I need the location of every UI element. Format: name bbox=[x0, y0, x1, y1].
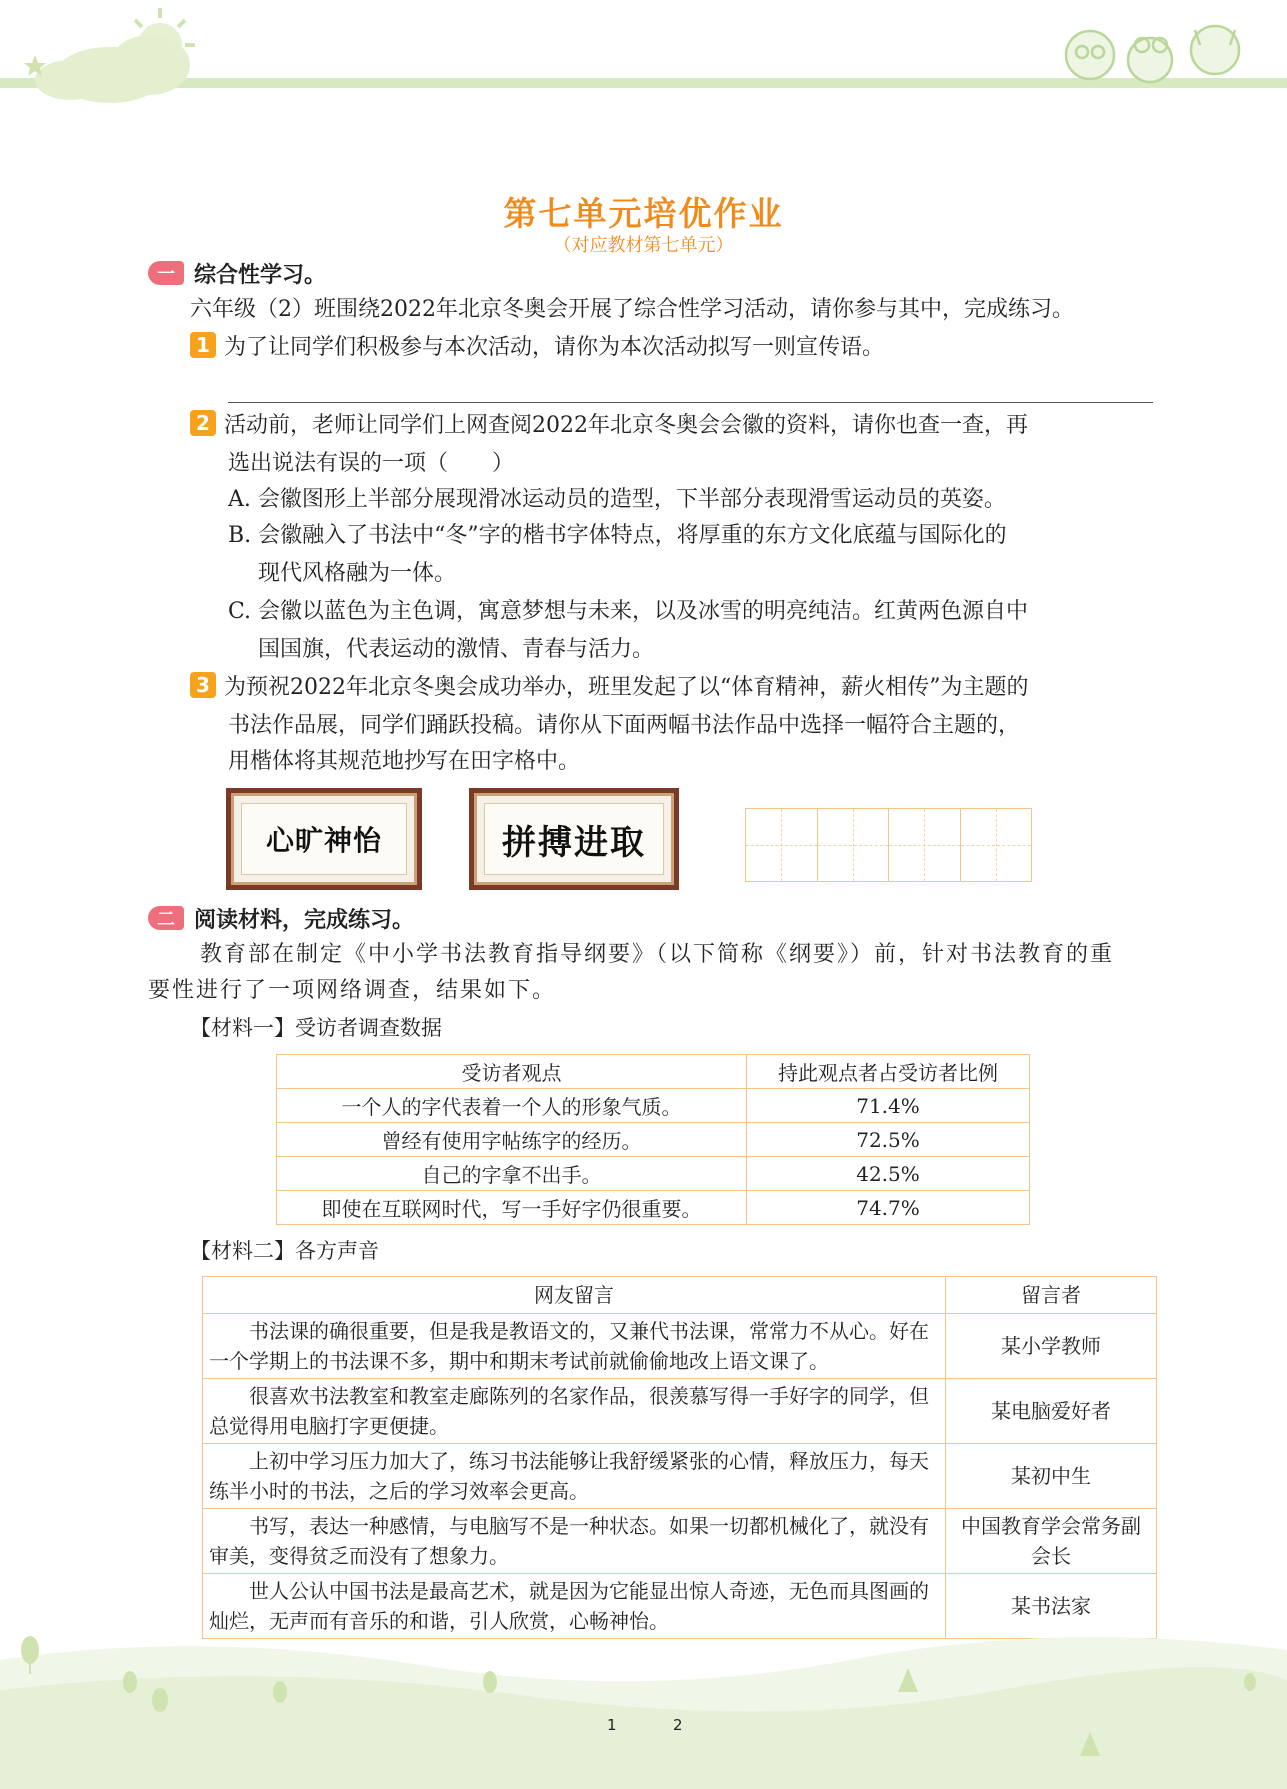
tianzige-grid[interactable] bbox=[745, 808, 1032, 882]
table-cell: 42.5% bbox=[747, 1157, 1030, 1191]
page-number-right: 2 bbox=[673, 1716, 683, 1734]
section-2-paragraph-line-2: 要性进行了一项网络调查，结果如下。 bbox=[148, 978, 557, 1003]
table-row bbox=[203, 1444, 1157, 1509]
calligraphy-work-1[interactable] bbox=[226, 788, 422, 890]
option-a[interactable]: A. 会徽图形上半部分展现滑冰运动员的造型，下半部分表现滑雪运动员的英姿。 bbox=[228, 487, 1006, 512]
table-cell: 74.7% bbox=[747, 1191, 1030, 1225]
question-2-number: 2 bbox=[190, 410, 216, 436]
option-c-line-1[interactable]: C. 会徽以蓝色为主色调，寓意梦想与未来，以及冰雪的明亮纯洁。红黄两色源自中 bbox=[228, 599, 1029, 624]
table-row bbox=[203, 1314, 1157, 1379]
table-header-cell: 受访者观点 bbox=[277, 1055, 747, 1089]
material-1-label: 【材料一】受访者调查数据 bbox=[190, 1016, 442, 1040]
option-b-line-1[interactable]: B. 会徽融入了书法中“冬”字的楷书字体特点，将厚重的东方文化底蕴与国际化的 bbox=[228, 523, 1007, 548]
calligraphy-work-1-text: 心旷神怡 bbox=[265, 824, 382, 857]
comment-text: 世人公认中国书法是最高艺术，就是因为它能显出惊人奇迹，无色而具图画的灿烂，无声而有音乐的和谐，引人欣赏，心畅神怡。 bbox=[203, 1574, 946, 1639]
grid-cell[interactable] bbox=[818, 809, 890, 881]
table-row bbox=[203, 1509, 1157, 1574]
table-row bbox=[277, 1089, 1030, 1123]
question-1-number: 1 bbox=[190, 332, 216, 358]
table-cell: 自己的字拿不出手。 bbox=[277, 1157, 747, 1191]
option-b-line-2: 现代风格融为一体。 bbox=[258, 561, 457, 586]
survey-table bbox=[276, 1054, 1030, 1225]
calligraphy-work-2[interactable] bbox=[469, 788, 679, 890]
table-cell: 即使在互联网时代，写一手好字仍很重要。 bbox=[277, 1191, 747, 1225]
table-header-row bbox=[203, 1277, 1157, 1314]
section-1-badge: 一 bbox=[148, 261, 184, 285]
table-cell: 一个人的字代表着一个人的形象气质。 bbox=[277, 1089, 747, 1123]
table-cell: 曾经有使用字帖练字的经历。 bbox=[277, 1123, 747, 1157]
header-decoration bbox=[0, 0, 1287, 110]
question-2 bbox=[190, 408, 1028, 444]
commenter: 某书法家 bbox=[946, 1574, 1157, 1639]
section-2-paragraph-line-1: 教育部在制定《中小学书法教育指导纲要》（以下简称《纲要》）前，针对书法教育的重 bbox=[200, 942, 1115, 967]
table-header-cell: 留言者 bbox=[946, 1277, 1157, 1314]
section-2-title: 阅读材料，完成练习。 bbox=[194, 907, 415, 933]
question-3-number: 3 bbox=[190, 672, 216, 698]
page-title: 第七单元培优作业 bbox=[503, 194, 784, 233]
question-1 bbox=[190, 330, 884, 366]
grid-cell[interactable] bbox=[746, 809, 818, 881]
table-header-row bbox=[277, 1055, 1030, 1089]
page-subtitle: （对应教材第七单元） bbox=[553, 235, 734, 256]
footer-decoration bbox=[0, 1620, 1287, 1789]
question-3-line-1: 为预祝2022年北京冬奥会成功举办，班里发起了以“体育精神，薪火相传”为主题的 bbox=[224, 675, 1029, 700]
cloud-icon bbox=[35, 35, 190, 103]
section-2-badge: 二 bbox=[148, 906, 184, 930]
comment-text: 书写，表达一种感情，与电脑写不是一种状态。如果一切都机械化了，就没有审美，变得贫乏而没有了想象力。 bbox=[203, 1509, 946, 1574]
commenter: 某初中生 bbox=[946, 1444, 1157, 1509]
question-2-line-2: 选出说法有误的一项（ ） bbox=[228, 451, 515, 476]
grid-cell[interactable] bbox=[961, 809, 1032, 881]
question-2-line-1: 活动前，老师让同学们上网查阅2022年北京冬奥会会徽的资料，请你也查一查，再 bbox=[224, 413, 1028, 438]
comments-table bbox=[202, 1276, 1157, 1639]
comment-text: 上初中学习压力加大了，练习书法能够让我舒缓紧张的心情，释放压力，每天练半小时的书法，之后的学习效率会更高。 bbox=[203, 1444, 946, 1509]
comment-text: 书法课的确很重要，但是我是教语文的，又兼代书法课，常常力不从心。好在一个学期上的书法课不多，期中和期末考试前就偷偷地改上语文课了。 bbox=[203, 1314, 946, 1379]
section-2-heading bbox=[148, 903, 414, 933]
answer-line[interactable] bbox=[228, 402, 1153, 403]
option-c-line-2: 国国旗，代表运动的激情、青春与活力。 bbox=[258, 637, 655, 662]
page-number-left: 1 bbox=[607, 1716, 617, 1734]
question-3 bbox=[190, 670, 1029, 706]
grid-cell[interactable] bbox=[889, 809, 961, 881]
table-row bbox=[203, 1379, 1157, 1444]
table-cell: 71.4% bbox=[747, 1089, 1030, 1123]
material-2-label: 【材料二】各方声音 bbox=[190, 1239, 379, 1263]
calligraphy-work-2-text: 拼搏进取 bbox=[502, 822, 646, 863]
table-row bbox=[277, 1157, 1030, 1191]
section-1-heading bbox=[148, 258, 326, 288]
commenter: 某电脑爱好者 bbox=[946, 1379, 1157, 1444]
commenter: 某小学教师 bbox=[946, 1314, 1157, 1379]
table-cell: 72.5% bbox=[747, 1123, 1030, 1157]
table-row bbox=[277, 1191, 1030, 1225]
table-row bbox=[277, 1123, 1030, 1157]
question-3-line-3: 用楷体将其规范地抄写在田字格中。 bbox=[228, 749, 581, 774]
section-1-title: 综合性学习。 bbox=[194, 262, 327, 288]
table-header-cell: 持此观点者占受访者比例 bbox=[747, 1055, 1030, 1089]
question-3-line-2: 书法作品展，同学们踊跃投稿。请你从下面两幅书法作品中选择一幅符合主题的， bbox=[228, 713, 1021, 738]
comment-text: 很喜欢书法教室和教室走廊陈列的名家作品，很羡慕写得一手好字的同学，但总觉得用电脑打字更便捷。 bbox=[203, 1379, 946, 1444]
table-header-cell: 网友留言 bbox=[203, 1277, 946, 1314]
commenter: 中国教育学会常务副会长 bbox=[946, 1509, 1157, 1574]
question-1-text: 为了让同学们积极参与本次活动，请你为本次活动拟写一则宣传语。 bbox=[224, 335, 885, 360]
animal-faces-icon bbox=[1066, 26, 1239, 82]
section-1-intro: 六年级（2）班围绕2022年北京冬奥会开展了综合性学习活动，请你参与其中，完成练习。 bbox=[190, 297, 1074, 322]
